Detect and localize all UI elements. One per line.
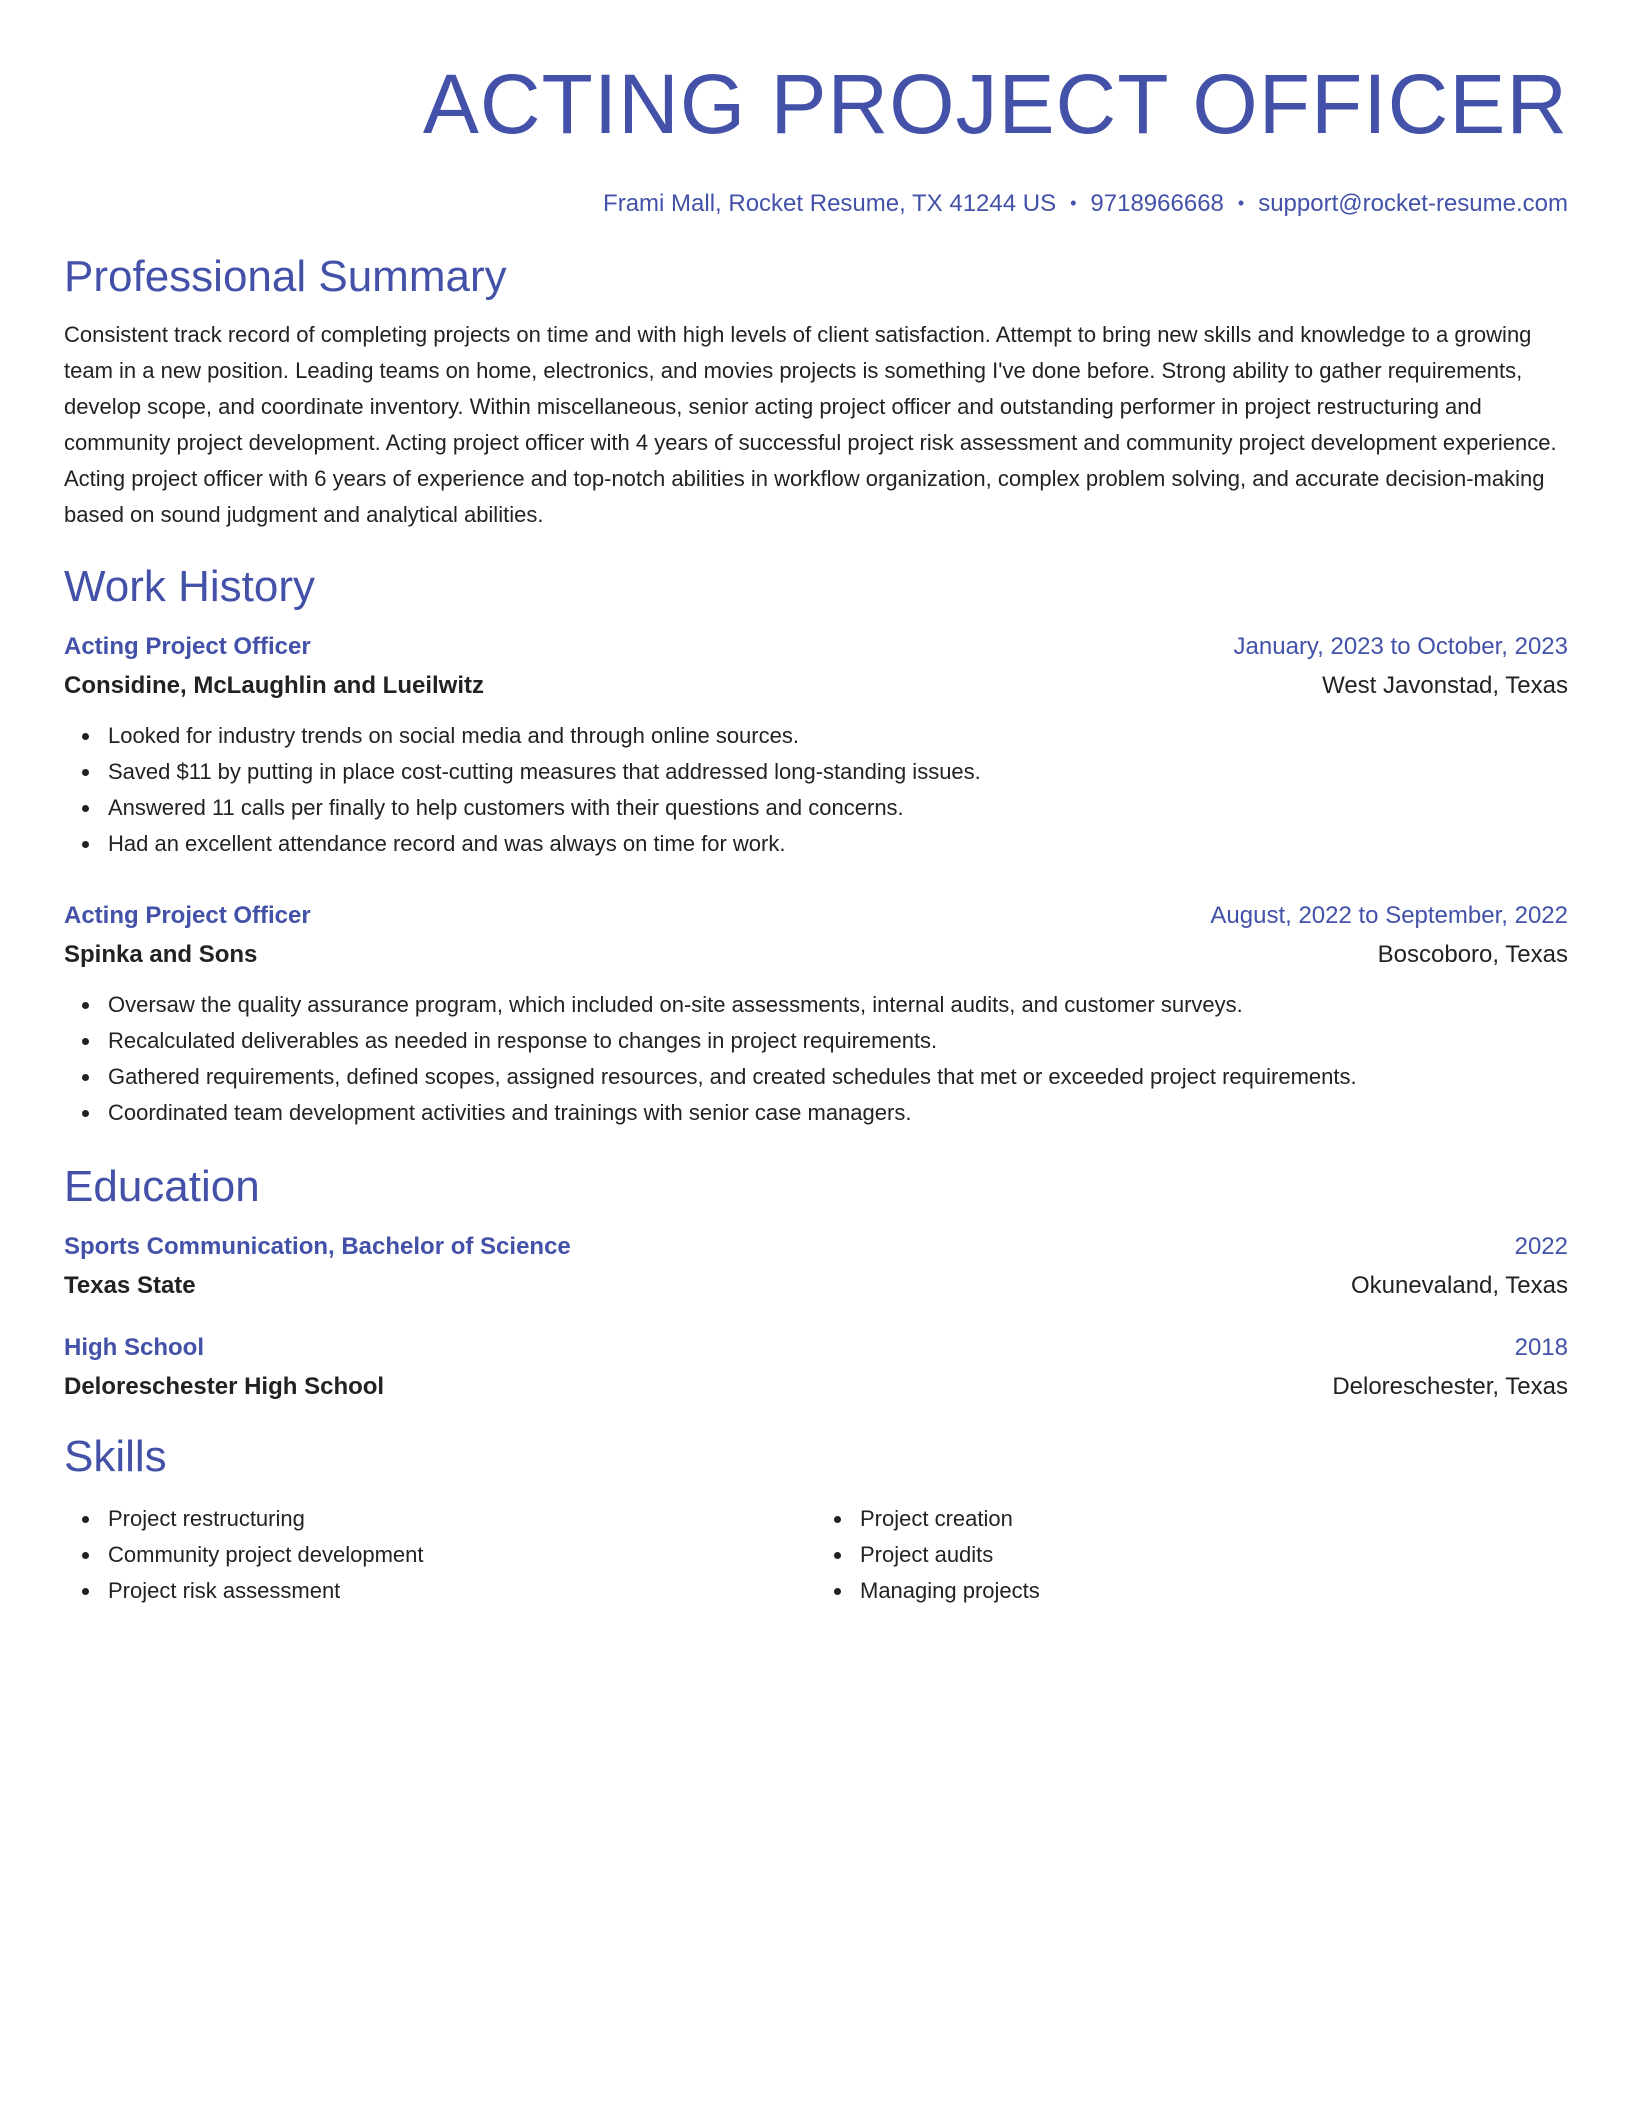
education-school: Deloreschester High School <box>64 1373 385 1400</box>
job-bullets <box>64 718 1568 862</box>
education-entry <box>64 1332 1568 1403</box>
skill-item: Project risk assessment <box>108 1573 816 1609</box>
skill-item: Project audits <box>860 1537 1568 1573</box>
skills-column-right <box>816 1501 1568 1609</box>
section-title-skills: Skills <box>64 1432 167 1481</box>
job-bullet: Recalculated deliverables as needed in response to changes in project requirements. <box>108 1023 1568 1059</box>
section-title-education: Education <box>64 1162 260 1211</box>
skill-item: Project creation <box>860 1501 1568 1537</box>
skills-list <box>64 1501 816 1609</box>
contact-address: Frami Mall, Rocket Resume, TX 41244 US <box>603 190 1057 217</box>
skills-column-left <box>64 1501 816 1609</box>
job-company: Considine, McLaughlin and Lueilwitz <box>64 672 484 699</box>
job-title: Acting Project Officer <box>64 902 311 929</box>
education-school: Texas State <box>64 1272 196 1299</box>
job-location: Boscoboro, Texas <box>1377 941 1568 968</box>
skills-list <box>816 1501 1568 1609</box>
education-degree: High School <box>64 1334 204 1361</box>
skills-section <box>64 1429 1568 1609</box>
summary-text: Consistent track record of completing projects on time and with high levels of client satisfaction. Attempt to bring new skills and knowledge to a growing team in a new position. Leading teams on home, electronics, and movies projects is something I've done before. Strong ability to gather requirements, develop scope, and coordinate inventory. Within miscellaneous, senior acting project officer and outstanding performer in project restructuring and community project development. Acting project officer with 4 years of successful project risk assessment and community project development experience. Acting project officer with 6 years of experience and top-notch abilities in workflow organization, complex problem solving, and accurate decision-making based on sound judgment and analytical abilities. <box>64 322 1557 527</box>
work-history-section <box>64 559 1568 1131</box>
education-entry <box>64 1231 1568 1302</box>
education-year: 2018 <box>1514 1334 1568 1361</box>
job-dates: January, 2023 to October, 2023 <box>1233 633 1568 660</box>
resume-header <box>64 54 1568 219</box>
candidate-name: ACTING PROJECT OFFICER <box>422 57 1568 151</box>
job-dates: August, 2022 to September, 2022 <box>1210 902 1568 929</box>
job-title: Acting Project Officer <box>64 633 311 660</box>
section-title-summary: Professional Summary <box>64 252 507 301</box>
job-bullet: Coordinated team development activities and trainings with senior case managers. <box>108 1095 1568 1131</box>
contact-line <box>64 188 1568 219</box>
job-entry <box>64 631 1568 862</box>
contact-phone: 9718966668 <box>1090 190 1224 217</box>
job-company: Spinka and Sons <box>64 941 258 968</box>
education-location: Deloreschester, Texas <box>1332 1373 1568 1400</box>
skill-item: Project restructuring <box>108 1501 816 1537</box>
education-location: Okunevaland, Texas <box>1350 1272 1568 1299</box>
job-bullet: Oversaw the quality assurance program, which included on-site assessments, internal audits, and customer surveys. <box>108 987 1568 1023</box>
section-title-work-history: Work History <box>64 562 315 611</box>
education-degree: Sports Communication, Bachelor of Science <box>64 1233 571 1260</box>
job-bullet: Answered 11 calls per finally to help customers with their questions and concerns. <box>108 790 1568 826</box>
skill-item: Managing projects <box>860 1573 1568 1609</box>
education-section <box>64 1159 1568 1403</box>
contact-separator: • <box>1070 193 1077 213</box>
contact-separator: • <box>1237 193 1245 213</box>
job-location: West Javonstad, Texas <box>1322 672 1568 699</box>
job-bullets <box>64 987 1568 1131</box>
skill-item: Community project development <box>108 1537 816 1573</box>
job-entry <box>64 900 1568 1131</box>
job-bullet: Had an excellent attendance record and was always on time for work. <box>108 826 1568 862</box>
skills-grid <box>64 1501 1568 1609</box>
job-bullet: Looked for industry trends on social media and through online sources. <box>108 718 1568 754</box>
summary-section <box>64 249 1568 533</box>
education-year: 2022 <box>1514 1233 1568 1260</box>
job-bullet: Saved $11 by putting in place cost-cutting measures that addressed long-standing issues. <box>108 754 1568 790</box>
job-bullet: Gathered requirements, defined scopes, assigned resources, and created schedules that met or exceeded project requirements. <box>108 1059 1568 1095</box>
contact-email[interactable]: support@rocket-resume.com <box>1258 190 1568 217</box>
